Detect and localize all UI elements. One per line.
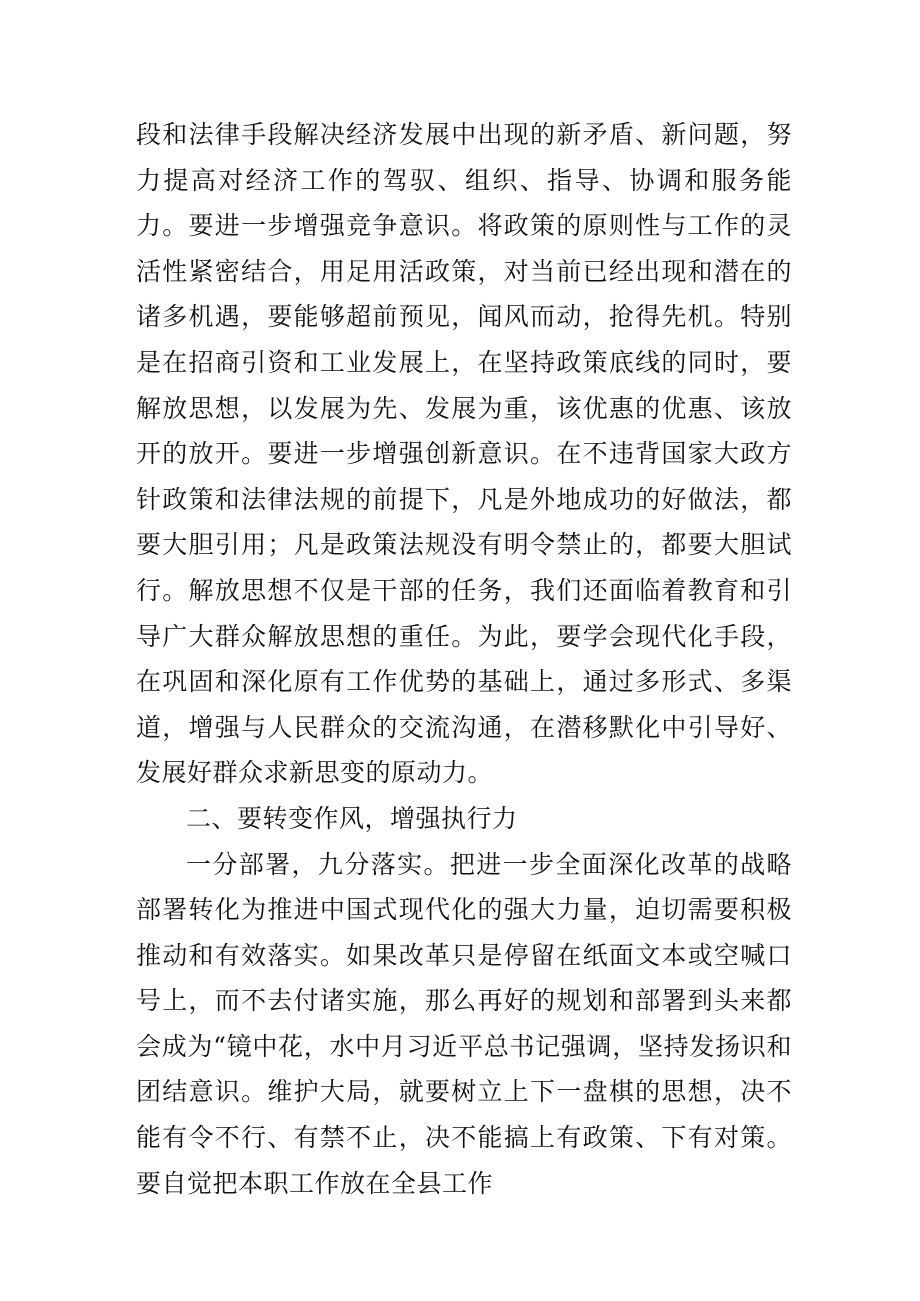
section-heading-2: 二、要转变作风，增强执行力	[186, 803, 518, 833]
body-paragraph-1: 段和法律手段解决经济发展中出现的新矛盾、新问题，努力提高对经济工作的驾驭、组织、指导、协调和服务能力。要进一步增强竞争意识。将政策的原则性与工作的灵活性紧密结合，用足用活政策，对当前已经出现和潜在的诸多机遇，要能够超前预见，闻风而动，抢得先机。特别是在招商引资和工业发展上，在坚持政策底线的同时，要解放思想，以发展为先、发展为重，该优惠的优惠、该放开的放开。要进一步增强创新意识。在不违背国家大政方针政策和法律法规的前提下，凡是外地成功的好做法，都要大胆引用；凡是政策法规没有明令禁止的，都要大胆试行。解放思想不仅是干部的任务，我们还面临着教育和引导广大群众解放思想的重任。为此，要学会现代化手段，在巩固和深化原有工作优势的基础上，通过多形式、多渠道，增强与人民群众的交流沟通，在潜移默化中引导好、发展好群众求新思变的原动力。	[136, 120, 792, 788]
body-paragraph-2: 一分部署，九分落实。把进一步全面深化改革的战略部署转化为推进中国式现代化的强大力量，迫切需要积极推动和有效落实。如果改革只是停留在纸面文本或空喊口号上，而不去付诸实施，那么再好的规划和部署到头来都会成为“镜中花，水中月习近平总书记强调，坚持发扬识和团结意识。维护大局，就要树立上下一盘棋的思想，决不能有令不行、有禁不止，决不能搞上有政策、下有对策。要自觉把本职工作放在全县工作	[136, 849, 792, 1198]
document-page	[136, 112, 792, 1206]
